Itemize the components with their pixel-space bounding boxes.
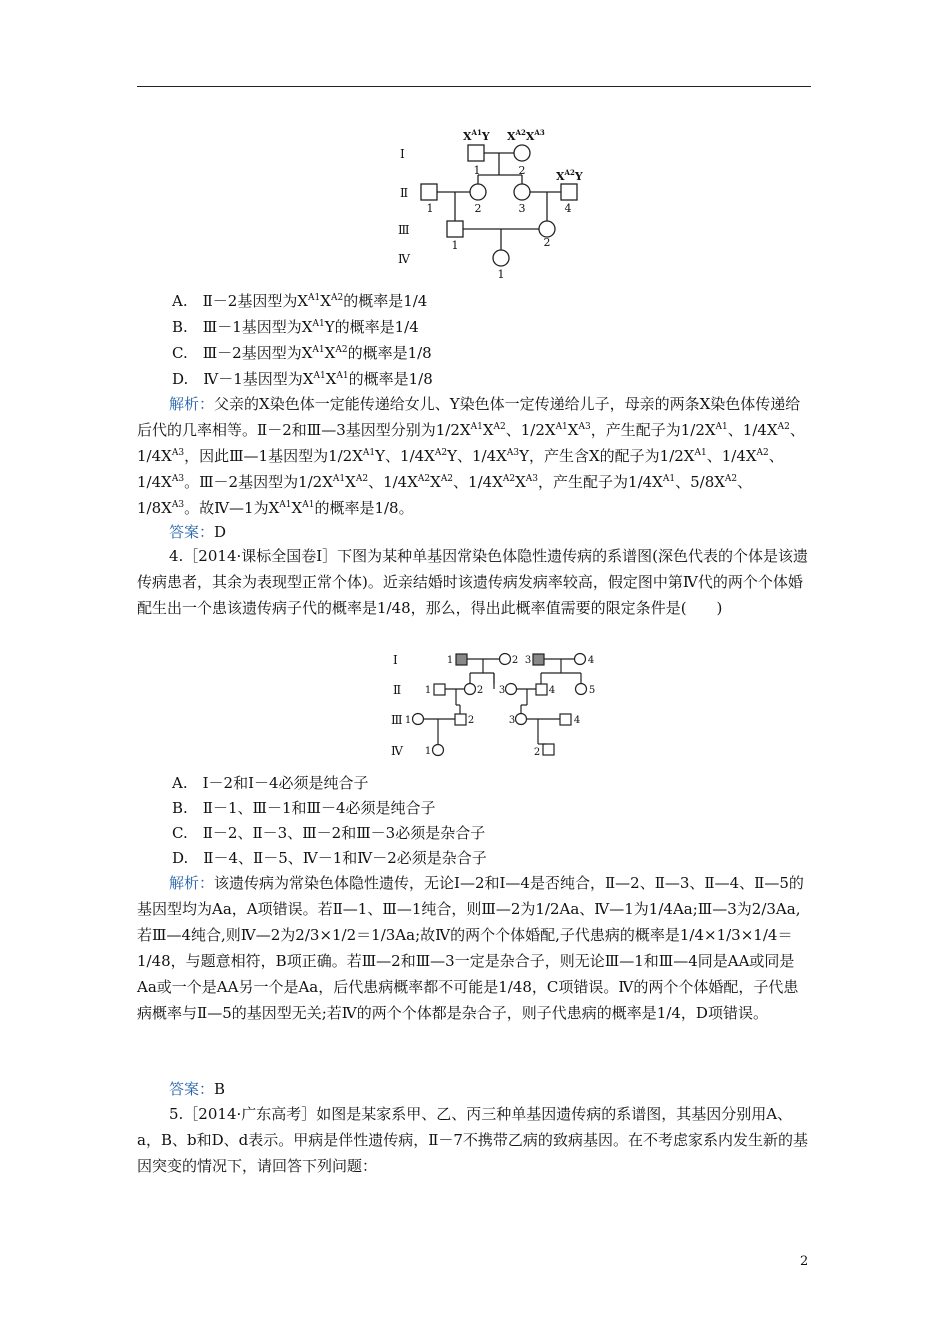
individual-number: 2	[474, 202, 482, 215]
male-symbol	[536, 684, 547, 695]
individual-number: 3	[508, 715, 516, 726]
female-symbol	[514, 145, 530, 161]
female-symbol	[470, 184, 486, 200]
individual-number: 5	[588, 685, 596, 696]
individual-number: 1	[424, 685, 432, 696]
generation-label-I: Ⅰ	[393, 653, 398, 667]
female-symbol	[465, 684, 476, 695]
page-number: 2	[800, 1254, 809, 1269]
individual-number: 4	[564, 202, 572, 215]
pedigree-figure-1	[380, 120, 610, 280]
q4-stem: 4.［2014·课标全国卷Ⅰ］下图为某种单基因常染色体隐性遗传病的系谱图(深色代表的个体是该遗传病患者，其余为表现型正常个体)。近亲结婚时该遗传病发病率较高，假定图中第Ⅳ代的两个个体婚配生出一个患该遗传病子代的概率是1/48，那么，得出此概率值需要的限定条件是( )	[137, 547, 809, 617]
individual-number: 1	[424, 746, 432, 757]
q4-option-d: D. Ⅱ－4、Ⅱ－5、Ⅳ－1和Ⅳ－2必须是杂合子	[172, 849, 487, 867]
q4-option-b: B. Ⅱ－1、Ⅲ－1和Ⅲ－4必须是纯合子	[172, 799, 436, 817]
affected-male-symbol	[456, 654, 467, 665]
individual-number: 1	[451, 239, 459, 252]
answer-label: 答案：	[169, 523, 215, 541]
q3-option-b: B. Ⅲ－1基因型为$X^{A1}Y$的概率是1/4	[172, 318, 419, 336]
generation-label-II: Ⅱ	[400, 186, 409, 200]
male-symbol	[560, 714, 571, 725]
individual-number: 4	[573, 715, 581, 726]
female-symbol	[433, 745, 444, 756]
individual-number: 2	[467, 715, 475, 726]
individual-number: 1	[426, 202, 434, 215]
female-symbol	[506, 684, 517, 695]
q3-option-a: A. Ⅱ－2基因型为$X^{A1}X^{A2}$的概率是1/4	[172, 292, 428, 310]
generation-label-III: Ⅲ	[391, 713, 403, 727]
male-symbol	[421, 184, 437, 200]
q4-option-a: A. Ⅰ－2和Ⅰ－4必须是纯合子	[172, 774, 369, 792]
individual-number: 2	[476, 685, 484, 696]
female-symbol	[539, 221, 555, 237]
individual-number: 3	[498, 685, 506, 696]
individual-number: 2	[518, 164, 526, 177]
male-symbol	[434, 684, 445, 695]
generation-label-II: Ⅱ	[393, 683, 402, 697]
individual-number: 1	[446, 655, 454, 666]
q3-option-c: C. Ⅲ－2基因型为$X^{A1}X^{A2}$的概率是1/8	[172, 344, 432, 362]
q5-stem: 5.［2014·广东高考］如图是某家系甲、乙、丙三种单基因遗传病的系谱图，其基因分别用A、a，B、b和D、d表示。甲病是伴性遗传病，Ⅱ－7不携带乙病的致病基因。在不考虑家系内发生新的基因突变的情况下，请回答下列问题：	[137, 1105, 808, 1175]
individual-number: 2	[511, 655, 519, 666]
q4-analysis	[137, 870, 811, 1026]
individual-number: 3	[518, 202, 526, 215]
male-symbol	[468, 145, 484, 161]
genotype-label: $X^{A1}Y$	[463, 128, 490, 143]
female-symbol	[516, 714, 527, 725]
q4-answer	[137, 1076, 811, 1102]
individual-number: 2	[533, 747, 541, 758]
individual-number: 1	[473, 164, 481, 177]
individual-number: 1	[404, 715, 412, 726]
analysis-text: 该遗传病为常染色体隐性遗传，无论Ⅰ—2和Ⅰ—4是否纯合，Ⅱ—2、Ⅱ—3、Ⅱ—4、Ⅱ—5的基因型均为Aa，A项错误。若Ⅱ—1、Ⅲ—1纯合，则Ⅲ—2为1/2Aa、Ⅳ—1为1/4Aa;Ⅲ—3为2/3Aa,若Ⅲ—4纯合,则Ⅳ—2为2/3×1/2＝1/3Aa;故Ⅳ的两个个体婚配,子代患病的概率是1/4×1/3×1/4＝1/48，与题意相符，B项正确。若Ⅲ—2和Ⅲ—3一定是杂合子，则无论Ⅲ—1和Ⅲ—4同是AA或同是Aa或一个是AA另一个是Aa，后代患病概率都不可能是1/48，C项错误。Ⅳ的两个个体婚配，子代患病概率与Ⅱ—5的基因型无关;若Ⅳ的两个个体都是杂合子，则子代患病的概率是1/4，D项错误。	[137, 874, 804, 1022]
individual-number: 3	[524, 655, 532, 666]
answer-value: B	[214, 1080, 226, 1098]
female-symbol	[514, 184, 530, 200]
genotype-label: $X^{A2}X^{A3}$	[507, 128, 545, 143]
q3-option-d: D. Ⅳ－1基因型为$X^{A1}X^{A1}$的概率是1/8	[172, 370, 433, 388]
affected-male-symbol	[533, 654, 544, 665]
analysis-label: 解析：	[169, 874, 215, 892]
genotype-label: $X^{A2}Y$	[556, 168, 583, 183]
answer-value: D	[214, 523, 227, 541]
male-symbol	[455, 714, 466, 725]
female-symbol	[413, 714, 424, 725]
analysis-label: 解析：	[169, 395, 215, 413]
q4-option-c: C. Ⅱ－2、Ⅱ－3、Ⅲ－2和Ⅲ－3必须是杂合子	[172, 824, 486, 842]
individual-number: 4	[587, 655, 595, 666]
female-symbol	[575, 654, 586, 665]
female-symbol	[576, 684, 587, 695]
q3-analysis: 解析：父亲的X染色体一定能传递给女儿、Y染色体一定传递给儿子，母亲的两条X染色体传递给后代的几率相等。Ⅱ－2和Ⅲ—3基因型分别为$1/2X^{A1}X^{A2}$、$1/2X^{A1}X^{A3}$，产生配子为$1/2X^{A1}$、$1/4X^{A2}$、$1/4X^{A3}$，因此Ⅲ—1基因型为$1/2X^{A1}Y$、$1/4X^{A2}Y$、$1/4X^{A3}Y$，产生含X的配子为$1/2X^{A1}$、$1/4X^{A2}$、$1/4X^{A3}$。Ⅲ－2基因型为$1/2X^{A1}X^{A2}$、$1/4X^{A2}X^{A2}$、$1/4X^{A2}X^{A3}$，产生配子为$1/4X^{A1}$、$5/8X^{A2}$、$1/8X^{A3}$。故Ⅳ—1为$X^{A1}X^{A1}$的概率是1/8。	[137, 395, 805, 517]
header-rule	[137, 86, 811, 87]
male-symbol	[561, 184, 577, 200]
individual-number: 4	[548, 685, 556, 696]
female-symbol	[493, 250, 509, 266]
individual-number: 2	[543, 236, 551, 249]
male-symbol	[543, 744, 554, 755]
individual-number: 1	[497, 268, 505, 280]
q3-answer	[137, 519, 811, 545]
generation-label-III: Ⅲ	[398, 223, 410, 237]
generation-label-I: Ⅰ	[400, 147, 405, 161]
male-symbol	[447, 221, 463, 237]
pedigree-figure-2	[380, 645, 610, 760]
female-symbol	[500, 654, 511, 665]
generation-label-IV: Ⅳ	[398, 252, 410, 266]
generation-label-IV: Ⅳ	[391, 744, 403, 758]
answer-label: 答案：	[169, 1080, 215, 1098]
